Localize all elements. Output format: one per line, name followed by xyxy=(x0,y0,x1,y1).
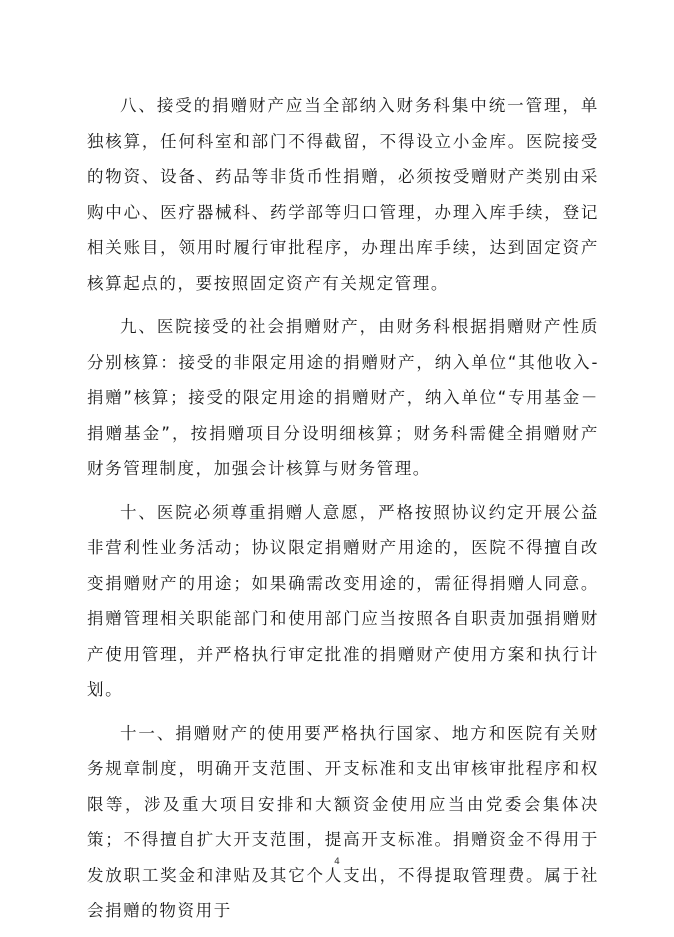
page-number: 4 xyxy=(334,857,340,867)
paragraph-10: 十、医院必须尊重捐赠人意愿，严格按照协议约定开展公益非营利性业务活动；协议限定捐赠财产用途的，医院不得擅自改变捐赠财产的用途；如果确需改变用途的，需征得捐赠人同意。捐赠管理相关职能部门和使用部门应当按照各自职责加强捐赠财产使用管理，并严格执行审定批准的捐赠财产使用方案和执行计划。 xyxy=(87,502,599,699)
paragraph-11: 十一、捐赠财产的使用要严格执行国家、地方和医院有关财务规章制度，明确开支范围、开支标准和支出审核审批程序和权限等，涉及重大项目安排和大额资金使用应当由党委会集体决策；不得擅自扩大开支范围，提高开支标准。捐赠资金不得用于发放职工奖金和津贴及其它个人支出，不得提取管理费。属于社会捐赠的物资用于 xyxy=(87,723,599,920)
paragraph-8: 八、接受的捐赠财产应当全部纳入财务科集中统一管理，单独核算，任何科室和部门不得截留，不得设立小金库。医院接受的物资、设备、药品等非货币性捐赠，必须按受赠财产类别由采购中心、医疗器械科、药学部等归口管理，办理入库手续，登记相关账目，领用时履行审批程序，办理出库手续，达到固定资产核算起点的，要按照固定资产有关规定管理。 xyxy=(87,96,599,293)
document-body xyxy=(87,88,599,937)
paragraph-9: 九、医院接受的社会捐赠财产，由财务科根据捐赠财产性质分别核算：接受的非限定用途的捐赠财产，纳入单位“其他收入-捐赠”核算；接受的限定用途的捐赠财产，纳入单位“专用基金－捐赠基金”，按捐赠项目分设明细核算；财务科需健全捐赠财产财务管理制度，加强会计核算与财务管理。 xyxy=(87,317,599,478)
